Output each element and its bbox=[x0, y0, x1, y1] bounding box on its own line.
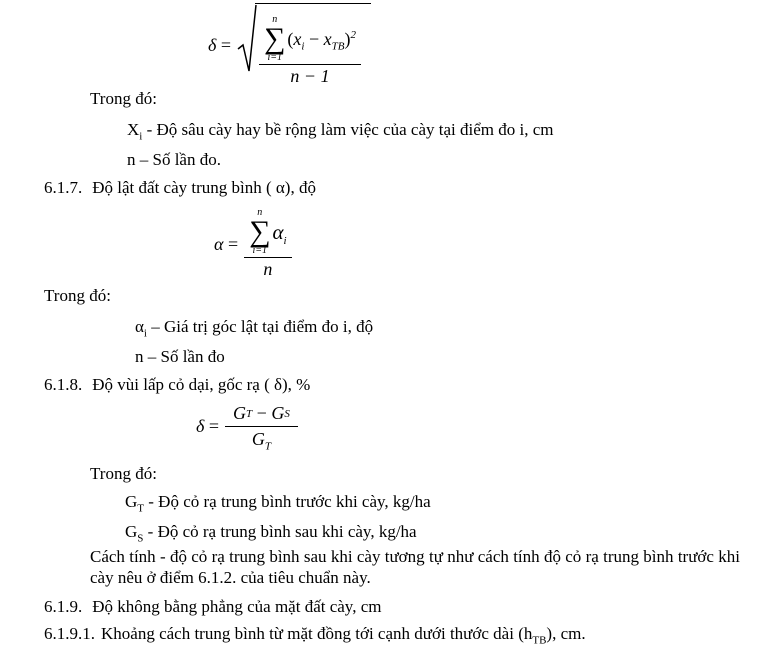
fraction bbox=[244, 208, 291, 280]
term-symbol: $G_S$ bbox=[125, 522, 144, 545]
fraction-denominator: n − 1 bbox=[290, 66, 330, 86]
where-label-2: Trong đó: bbox=[44, 286, 111, 305]
where-label-3: Trong đó: bbox=[90, 464, 157, 483]
definition-gt bbox=[125, 491, 431, 513]
summation-symbol bbox=[264, 15, 285, 63]
term-symbol: $G_T$ bbox=[125, 492, 145, 515]
where-label-1: Trong đó: bbox=[90, 89, 157, 108]
alpha-term: $\alpha_i$ bbox=[272, 219, 287, 247]
term-symbol: $X_i$ bbox=[127, 120, 143, 143]
term-symbol: $\alpha_i$ bbox=[135, 317, 147, 340]
sigma-icon: ∑ bbox=[264, 22, 286, 55]
summation-symbol bbox=[249, 208, 270, 256]
section-title: Độ lật đất cày trung bình ( α), độ bbox=[92, 178, 316, 197]
sum-upper-limit: n bbox=[272, 14, 278, 25]
formula-burial-ratio bbox=[196, 403, 298, 453]
definition-n-1: n – Số lần đo. bbox=[127, 150, 221, 169]
sum-lower-limit: i=1 bbox=[267, 52, 282, 63]
section-number: 6.1.9.1. bbox=[44, 624, 95, 643]
fraction-numerator bbox=[244, 208, 291, 258]
term-description: - Độ cỏ rạ trung bình sau khi cày, kg/ha bbox=[143, 522, 417, 541]
section-title: Độ không bằng phẳng của mặt đất cày, cm bbox=[92, 597, 382, 616]
definition-gs bbox=[125, 521, 417, 543]
formula-lhs: α = bbox=[214, 233, 239, 254]
squared-difference-term: $(x_i - x_{TB})^2$ bbox=[287, 28, 356, 53]
section-heading-6-1-9 bbox=[44, 596, 381, 618]
section-heading-6-1-8 bbox=[44, 374, 310, 396]
formula-lhs: δ = bbox=[208, 34, 232, 55]
definition-alpha-i bbox=[135, 316, 373, 338]
radicand bbox=[255, 3, 371, 87]
term-description: - Độ sâu cày hay bề rộng làm việc của cày tại điểm đo i, cm bbox=[142, 120, 554, 139]
sum-lower-limit: i=1 bbox=[252, 245, 268, 256]
section-title: Khoảng cách trung bình từ mặt đồng tới cạnh dưới thước dài $(h_{TB})$, cm. bbox=[101, 624, 586, 647]
section-number: 6.1.7. bbox=[44, 178, 83, 197]
term-description: - Độ cỏ rạ trung bình trước khi cày, kg/ha bbox=[144, 492, 431, 511]
fraction-numerator: G T − G S bbox=[225, 403, 298, 427]
formula-standard-deviation bbox=[208, 3, 371, 87]
formula-lhs: δ = bbox=[196, 416, 220, 436]
sigma-icon: ∑ bbox=[249, 215, 271, 248]
fraction bbox=[225, 403, 298, 453]
sqrt-symbol-icon bbox=[237, 3, 257, 77]
formula-mean-angle bbox=[214, 208, 292, 280]
fraction-denominator: $G_T$ bbox=[251, 429, 271, 453]
section-heading-6-1-9-1 bbox=[44, 623, 586, 645]
definition-n-2: n – Số lần đo bbox=[135, 347, 225, 366]
section-title: Độ vùi lấp cỏ dại, gốc rạ ( δ), % bbox=[92, 375, 311, 394]
sum-upper-limit: n bbox=[257, 207, 263, 218]
fraction-denominator: n bbox=[263, 259, 273, 279]
definition-xi bbox=[127, 119, 554, 141]
section-heading-6-1-7 bbox=[44, 177, 316, 199]
square-root bbox=[237, 3, 371, 87]
calculation-note: Cách tính - độ cỏ rạ trung bình sau khi cày tương tự như cách tính độ cỏ rạ trung bình trước khi cày nêu ở điểm 6.1.2. của tiêu chuẩn này. bbox=[90, 547, 740, 587]
fraction-numerator bbox=[259, 15, 361, 65]
fraction bbox=[259, 15, 361, 87]
term-description: – Giá trị góc lật tại điểm đo i, độ bbox=[146, 317, 374, 336]
section-number: 6.1.8. bbox=[44, 375, 83, 394]
section-number: 6.1.9. bbox=[44, 597, 83, 616]
